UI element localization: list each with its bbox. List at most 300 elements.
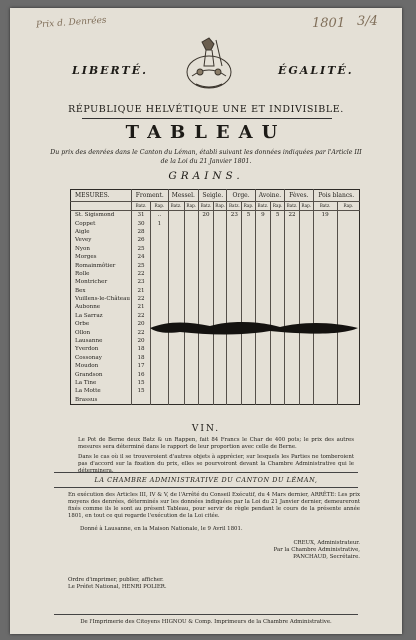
price-cell	[199, 345, 214, 353]
price-cell	[199, 261, 214, 269]
column-header: Froment.	[132, 190, 169, 202]
price-cell	[337, 211, 359, 220]
signature-block	[250, 540, 360, 561]
price-cell	[184, 287, 199, 295]
page-title: TABLEAU	[125, 122, 287, 143]
price-cell: 20	[132, 320, 151, 328]
price-cell	[242, 303, 256, 311]
price-cell	[271, 236, 285, 244]
row-place-name: St. Sigismond	[75, 212, 115, 219]
price-cell: 18	[132, 345, 151, 353]
price-cell	[285, 337, 300, 345]
price-cell	[168, 337, 184, 345]
price-cell	[168, 354, 184, 362]
price-cell	[285, 295, 300, 303]
price-cell	[255, 287, 270, 295]
subcolumn-header: Rap.	[299, 202, 313, 211]
price-cell	[213, 354, 227, 362]
price-cell	[255, 236, 270, 244]
price-cell	[271, 303, 285, 311]
price-cell	[199, 228, 214, 236]
republic-heading: RÉPUBLIQUE HELVÉTIQUE UNE ET INDIVISIBLE.	[68, 104, 344, 115]
price-cell	[199, 245, 214, 253]
price-cell	[337, 287, 359, 295]
table-row	[71, 219, 360, 227]
price-cell: 20	[132, 337, 151, 345]
row-place-name: Nyon	[75, 245, 91, 252]
price-cell: ..	[151, 211, 168, 220]
row-place-name: La Tine	[75, 380, 97, 386]
subcolumn-header: Batz.	[255, 202, 270, 211]
column-header: Fèves.	[285, 190, 313, 202]
price-cell	[299, 387, 313, 395]
price-cell	[242, 387, 256, 395]
row-place-name: La Motte	[75, 388, 101, 395]
price-cell	[271, 228, 285, 236]
price-cell	[255, 354, 270, 362]
price-cell	[168, 396, 184, 405]
table-row	[71, 270, 360, 278]
price-cell	[271, 345, 285, 353]
table-row	[71, 337, 360, 345]
price-cell	[271, 370, 285, 378]
price-cell	[168, 245, 184, 253]
subheader-row	[71, 202, 360, 211]
price-cell	[184, 396, 199, 405]
page-subtitle	[10, 148, 402, 166]
price-cell	[271, 387, 285, 395]
table-row	[71, 303, 360, 311]
price-cell	[271, 354, 285, 362]
price-cell	[227, 337, 242, 345]
price-cell	[151, 337, 168, 345]
price-cell	[271, 270, 285, 278]
subtitle-line-1: Du prix des denrées dans le Canton du Léman, établi suivant les données indiquées par l'Article III	[50, 149, 362, 156]
price-cell	[213, 295, 227, 303]
price-cell	[199, 362, 214, 370]
price-cell	[313, 261, 337, 269]
price-cell	[285, 228, 300, 236]
price-cell	[227, 396, 242, 405]
price-cell	[184, 270, 199, 278]
price-cell	[199, 379, 214, 387]
price-cell	[213, 337, 227, 345]
price-cell	[299, 261, 313, 269]
price-cell	[271, 379, 285, 387]
row-place-name: Vevey	[75, 237, 92, 244]
price-cell	[299, 219, 313, 227]
price-cell	[255, 295, 270, 303]
price-cell	[299, 362, 313, 370]
price-cell: 26	[132, 236, 151, 244]
ink-damage	[150, 318, 358, 338]
price-cell: 25	[132, 245, 151, 253]
document-page	[10, 8, 402, 634]
price-cell	[255, 219, 270, 227]
price-cell: 22	[132, 312, 151, 320]
row-place-name: Grandson	[75, 371, 103, 378]
price-cell	[271, 261, 285, 269]
table-row	[71, 295, 360, 303]
price-cell	[313, 228, 337, 236]
price-cell	[213, 387, 227, 395]
price-cell	[242, 337, 256, 345]
price-cell	[213, 396, 227, 405]
price-cell: 17	[132, 362, 151, 370]
price-cell	[213, 253, 227, 261]
subcolumn-header: Rap.	[151, 202, 168, 211]
price-cell: 23	[227, 211, 242, 220]
price-cell	[313, 303, 337, 311]
price-cell	[227, 345, 242, 353]
price-cell: 24	[132, 253, 151, 261]
price-cell	[255, 228, 270, 236]
price-cell	[337, 261, 359, 269]
price-cell	[337, 295, 359, 303]
subcolumn-header: Rap.	[213, 202, 227, 211]
price-cell	[168, 228, 184, 236]
price-cell	[199, 253, 214, 261]
price-cell	[151, 354, 168, 362]
price-cell	[213, 245, 227, 253]
price-cell	[184, 261, 199, 269]
divider	[54, 614, 358, 615]
price-cell: 18	[132, 354, 151, 362]
price-cell	[285, 245, 300, 253]
price-cell	[337, 236, 359, 244]
price-cell	[337, 245, 359, 253]
column-header: Seigle.	[199, 190, 227, 202]
table-row	[71, 362, 360, 370]
price-cell	[199, 370, 214, 378]
price-cell	[337, 387, 359, 395]
row-place-name: Moudon	[75, 363, 99, 370]
row-place-name: Romainmôtier	[75, 262, 116, 269]
price-cell	[285, 270, 300, 278]
price-cell	[255, 253, 270, 261]
price-cell	[184, 228, 199, 236]
price-cell	[213, 278, 227, 286]
price-cell	[242, 370, 256, 378]
price-cell	[227, 245, 242, 253]
price-cell	[271, 396, 285, 405]
price-cell: 20	[199, 211, 214, 220]
price-cell	[313, 245, 337, 253]
price-cell	[184, 253, 199, 261]
section-heading-wine: VIN.	[191, 424, 221, 434]
price-cell	[227, 270, 242, 278]
price-cell	[227, 278, 242, 286]
price-cell	[255, 278, 270, 286]
price-cell	[151, 379, 168, 387]
price-cell	[168, 236, 184, 244]
price-cell	[299, 303, 313, 311]
price-cell	[184, 211, 199, 220]
price-cell	[184, 236, 199, 244]
price-cell	[255, 337, 270, 345]
table-row	[71, 211, 360, 220]
price-cell	[271, 337, 285, 345]
handwritten-note: Prix d. Denrées	[35, 15, 107, 31]
price-cell	[213, 303, 227, 311]
table-body	[71, 211, 360, 405]
price-cell	[242, 236, 256, 244]
price-cell	[285, 253, 300, 261]
price-cell	[299, 295, 313, 303]
price-cell	[151, 387, 168, 395]
price-cell	[184, 354, 199, 362]
row-place-name: Lausanne	[75, 338, 103, 345]
price-cell	[199, 219, 214, 227]
price-cell	[242, 253, 256, 261]
price-cell	[299, 236, 313, 244]
price-cell	[271, 219, 285, 227]
price-cell	[184, 245, 199, 253]
price-cell	[271, 295, 285, 303]
price-cell	[299, 396, 313, 405]
price-cell	[313, 278, 337, 286]
price-cell	[213, 370, 227, 378]
price-cell	[337, 219, 359, 227]
subcolumn-header: Batz.	[168, 202, 184, 211]
row-place-name: Ollon	[75, 329, 91, 336]
price-cell	[337, 379, 359, 387]
prefect-line: Le Préfet National, HENRI POLIER.	[68, 584, 167, 590]
table-row	[71, 245, 360, 253]
price-cell: 22	[132, 328, 151, 336]
price-cell	[184, 278, 199, 286]
price-cell	[168, 379, 184, 387]
price-cell	[168, 219, 184, 227]
price-cell	[151, 295, 168, 303]
price-cell	[337, 253, 359, 261]
row-place-name: Brassus	[75, 396, 98, 403]
subcolumn-header: Batz.	[227, 202, 242, 211]
price-cell	[337, 396, 359, 405]
subcolumn-header: Rap.	[242, 202, 256, 211]
price-cell: 21	[132, 287, 151, 295]
price-cell	[299, 287, 313, 295]
price-cell	[313, 345, 337, 353]
price-cell	[168, 270, 184, 278]
divider	[82, 118, 332, 119]
price-cell	[299, 270, 313, 278]
price-cell	[285, 396, 300, 405]
price-cell	[337, 270, 359, 278]
price-cell	[199, 236, 214, 244]
price-cell	[184, 295, 199, 303]
print-order-line: Ordre d'imprimer, publier, afficher.	[68, 577, 164, 583]
price-cell	[255, 261, 270, 269]
table-row	[71, 370, 360, 378]
price-cell	[255, 379, 270, 387]
price-cell	[227, 236, 242, 244]
price-cell: 15	[132, 379, 151, 387]
price-cell	[213, 362, 227, 370]
price-cell	[151, 253, 168, 261]
price-cell: 1	[151, 219, 168, 227]
price-cell	[337, 370, 359, 378]
table-row	[71, 379, 360, 387]
table-row	[71, 278, 360, 286]
price-cell: 16	[132, 370, 151, 378]
price-cell	[199, 295, 214, 303]
price-cell	[168, 211, 184, 220]
price-cell	[299, 228, 313, 236]
section-heading-grains: GRAINS.	[168, 170, 244, 182]
price-cell	[313, 354, 337, 362]
price-cell	[213, 287, 227, 295]
price-cell	[299, 370, 313, 378]
price-cell	[313, 362, 337, 370]
price-cell	[242, 345, 256, 353]
price-cell	[168, 362, 184, 370]
signature-chamber: Par la Chambre Administrative,	[273, 547, 360, 553]
price-cell: 30	[132, 219, 151, 227]
republic-emblem-icon	[178, 36, 240, 94]
price-cell: 5	[242, 211, 256, 220]
row-place-name: Yverdon	[75, 346, 99, 353]
price-cell	[199, 270, 214, 278]
price-cell	[168, 287, 184, 295]
divider	[54, 472, 358, 473]
handwritten-date: 1801	[312, 16, 346, 31]
price-cell	[184, 345, 199, 353]
price-cell: 22	[132, 270, 151, 278]
price-cell	[184, 303, 199, 311]
price-cell	[337, 362, 359, 370]
table-row	[71, 253, 360, 261]
divider	[54, 487, 358, 488]
column-header: Orge.	[227, 190, 255, 202]
price-cell	[213, 261, 227, 269]
motto-left: LIBERTÉ.	[72, 64, 148, 77]
price-cell	[313, 295, 337, 303]
price-cell	[337, 337, 359, 345]
price-cell	[151, 303, 168, 311]
column-header: Avoine.	[255, 190, 284, 202]
price-cell	[227, 287, 242, 295]
price-cell	[285, 236, 300, 244]
price-cell	[255, 270, 270, 278]
price-cell	[271, 362, 285, 370]
price-cell	[337, 278, 359, 286]
price-cell	[227, 303, 242, 311]
price-cell: 31	[132, 211, 151, 220]
price-cell	[168, 278, 184, 286]
price-cell	[285, 370, 300, 378]
price-cell	[227, 370, 242, 378]
price-cell	[184, 370, 199, 378]
price-cell	[285, 387, 300, 395]
price-cell	[213, 270, 227, 278]
price-cell	[242, 270, 256, 278]
decree-date: Donné à Lausanne, en la Maison Nationale, le 9 Avril 1801.	[80, 526, 243, 532]
price-cell	[255, 387, 270, 395]
price-cell	[199, 287, 214, 295]
price-cell	[313, 219, 337, 227]
price-cell	[271, 245, 285, 253]
subcolumn-header: Rap.	[271, 202, 285, 211]
price-cell: 28	[132, 228, 151, 236]
table-row	[71, 396, 360, 405]
price-cell	[299, 278, 313, 286]
price-cell	[242, 245, 256, 253]
price-cell	[184, 362, 199, 370]
column-header: Pois blancs.	[313, 190, 360, 202]
price-cell	[271, 287, 285, 295]
table-row	[71, 287, 360, 295]
price-cell: 22	[285, 211, 300, 220]
price-cell	[271, 278, 285, 286]
subcolumn-header: Rap.	[184, 202, 199, 211]
price-cell	[299, 253, 313, 261]
price-cell	[168, 295, 184, 303]
price-cell	[337, 345, 359, 353]
row-place-name: La Sarraz	[75, 312, 103, 319]
price-cell	[242, 261, 256, 269]
price-cell: 25	[132, 261, 151, 269]
motto-right: ÉGALITÉ.	[278, 64, 354, 77]
price-cell	[151, 245, 168, 253]
price-cell	[151, 270, 168, 278]
price-cell	[242, 362, 256, 370]
decree-paragraph: En exécution des Articles III, IV & V, de l'Arrêté du Conseil Exécutif, du 4 Mars dernier, ARRÊTE: Les prix moyens des denrées, déterminés sur les données indiquées par la Loi du 21 Janvier dernier, demeureront fixés comme ils le sont au présent Tableau, pour servir de règle pendant le cours de la présente année 1801, en tout ce qui regarde l'exécution de la Loi citée.	[68, 492, 360, 519]
price-cell: 23	[132, 278, 151, 286]
price-cell	[227, 228, 242, 236]
wine-paragraph: Le Pot de Berne deux Batz & un Rappen, fait 84 Francs le Char de 400 pots; le prix des autres mesures sera déterminé dans le rapport de leur proportion avec celle de Berne.	[78, 437, 354, 450]
price-cell	[213, 345, 227, 353]
row-place-name: Aubonne	[75, 304, 101, 311]
price-cell	[313, 253, 337, 261]
signature-secretary: PANCHAUD, Secrétaire.	[293, 554, 360, 560]
column-header-row	[71, 190, 360, 202]
price-cell	[285, 379, 300, 387]
price-cell	[168, 253, 184, 261]
price-cell	[255, 362, 270, 370]
price-cell	[242, 295, 256, 303]
price-cell	[151, 396, 168, 405]
price-cell	[285, 362, 300, 370]
price-cell	[213, 236, 227, 244]
row-place-name: Cossonay	[75, 354, 102, 361]
price-cell	[242, 396, 256, 405]
price-cell	[151, 228, 168, 236]
price-cell	[285, 287, 300, 295]
price-cell	[168, 370, 184, 378]
table-row	[71, 228, 360, 236]
price-cell	[168, 345, 184, 353]
price-cell: 9	[255, 211, 270, 220]
price-cell	[255, 396, 270, 405]
price-cell	[285, 345, 300, 353]
printer-imprint: De l'Imprimerie des Citoyens HIGNOU & Comp. Imprimeurs de la Chambre Administrative.	[80, 619, 332, 625]
price-cell	[313, 379, 337, 387]
column-header: Messel.	[168, 190, 198, 202]
subtitle-line-2: de la Loi du 21 Janvier 1801.	[160, 158, 252, 165]
subcolumn-header: Rap.	[337, 202, 359, 211]
table-row	[71, 387, 360, 395]
chamber-heading: LA CHAMBRE ADMINISTRATIVE DU CANTON DU LÉMAN,	[94, 476, 318, 484]
price-cell	[227, 354, 242, 362]
price-cell	[199, 354, 214, 362]
price-cell	[132, 396, 151, 405]
price-cell	[242, 287, 256, 295]
price-cell	[242, 278, 256, 286]
print-order	[68, 577, 167, 591]
price-cell	[285, 278, 300, 286]
price-cell	[255, 345, 270, 353]
